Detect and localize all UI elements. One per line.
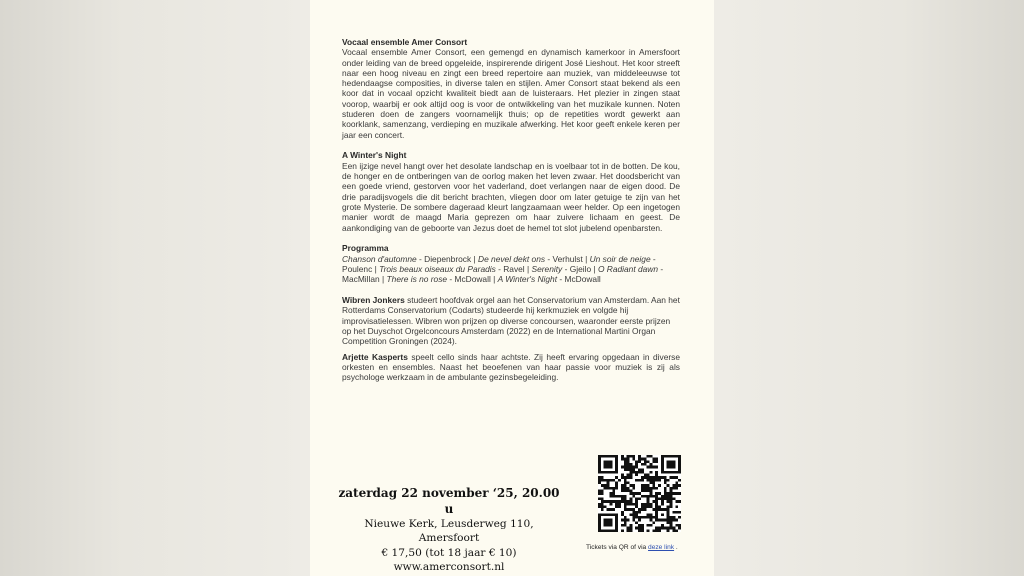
programma-title: Chanson d'automne — [342, 253, 417, 264]
tickets-suffix: . — [674, 544, 678, 551]
kasperts-name: Arjette Kasperts — [342, 351, 408, 362]
programma-list: Chanson d'automne - Diepenbrock | De nevel dekt ons - Verhulst | Un soir de neige - Poulenc | Trois beaux oiseaux du Paradis - Ravel | Serenity - Gjeilo | O Radiant dawn - MacMillan | There is no rose - McDowall | A Winter's Night - McDowall — [342, 253, 664, 285]
programma-composer: - Verhulst — [545, 253, 583, 264]
jonkers-bio — [342, 295, 680, 346]
concert-website[interactable]: www.amerconsort.nl — [393, 561, 505, 574]
qr-code-icon[interactable] — [598, 455, 681, 532]
winter-heading: A Winter's Night — [342, 150, 407, 161]
programma-title: Serenity — [531, 263, 563, 274]
jonkers-text: studeert hoofdvak orgel aan het Conservatorium van Amsterdam. Aan het Rotterdams Conservatorium (Codarts) studeerde hij kerkmuziek en volgde hij improvisatielessen. Wibren won prijzen op diverse concoursen, waaronder eerste prijzen op het Duyschot Orgelconcours Amsterdam (2022) en de International Martini Organ Competition Groningen (2024). — [342, 295, 680, 347]
tickets-link[interactable]: deze link — [648, 544, 675, 551]
ensemble-heading: Vocaal ensemble Amer Consort — [342, 37, 468, 47]
programma-heading: Programma — [342, 243, 389, 254]
winter-text: Een ijzige nevel hangt over het desolate landschap en is voelbaar tot in de botten. De kou, de honger en de ontberingen van de oorlog maken het leven zwaar. Het doodsbericht van een goede vriend, gestorven voor het vaderland, doet verlangen naar de eigen dood. De drie paradijsvogels die dit bericht brachten, vliegen door om later getuige te zijn van het grote Mysterie. De sombere dageraad kleurt langzaamaan weer helder. Op een ingetogen manier wordt de maagd Maria geprezen om haar zuivere lichaam en geest. De aankondiging van de geboorte van Jezus doet de hemel tot slot jubelend openbarsten. — [342, 160, 680, 233]
programma-composer: - Ravel — [495, 263, 525, 274]
programma-composer: - MacMillan — [342, 263, 664, 285]
concert-date: zaterdag 22 november ‘25, 20.00 u — [338, 486, 560, 516]
flyer-page — [310, 0, 714, 576]
jonkers-name: Wibren Jonkers — [342, 295, 405, 306]
kasperts-bio — [342, 352, 680, 383]
flyer-body — [342, 37, 680, 382]
programma-composer: - McDowall — [557, 274, 601, 285]
programma-title: Un soir de neige — [589, 253, 651, 264]
concert-venue: Nieuwe Kerk, Leusderweg 110, Amersfoort — [364, 518, 534, 545]
programma-composer: - Poulenc — [342, 253, 656, 274]
programma-title: A Winter's Night — [497, 274, 558, 285]
tickets-note — [586, 544, 708, 551]
programma-composer: - Diepenbrock — [416, 253, 472, 264]
programma-title: O Radiant dawn — [597, 263, 659, 274]
ensemble-text: Vocaal ensemble Amer Consort, een gemengd en dynamisch kamerkoor in Amersfoort onder leiding van de breed opgeleide, inspirerende dirigent José Lieshout. Het koor streeft naar een hoog niveau en zingt een breed repertoire aan muziek, van middeleeuwse tot hedendaagse composities, in diverse talen en stijlen. Amer Consort staat bekend als een koor dat in vocaal opzicht kwaliteit biedt aan de luisteraars. Het plezier in zingen staat voorop, waarbij er ook altijd oog is voor de ontwikkeling van het muzikale kunnen. Noten studeren doen de zangers voornamelijk thuis; op de repetities wordt gewerkt aan koorklank, samenzang, verdieping en muzikale afwerking. Het koor geeft enkele keren per jaar een concert. — [342, 47, 680, 140]
programma-title: There is no rose — [386, 274, 448, 285]
programma-composer: - Gjeilo — [562, 263, 592, 274]
programma-title: De nevel dekt ons — [478, 253, 546, 264]
programma-title: Trois beaux oiseaux du Paradis — [379, 263, 496, 274]
concert-price: € 17,50 (tot 18 jaar € 10) — [381, 546, 517, 559]
concert-info — [338, 485, 560, 575]
tickets-prefix: Tickets via QR of via — [586, 544, 649, 551]
kasperts-text: speelt cello sinds haar achtste. Zij heeft ervaring opgedaan in diverse orkesten en ensembles. Naast het beoefenen van haar passie voor muziek is zij als psychologe werkzaam in de ambulante gezinsbegeleiding. — [342, 351, 681, 383]
programma-composer: - McDowall — [447, 274, 491, 285]
